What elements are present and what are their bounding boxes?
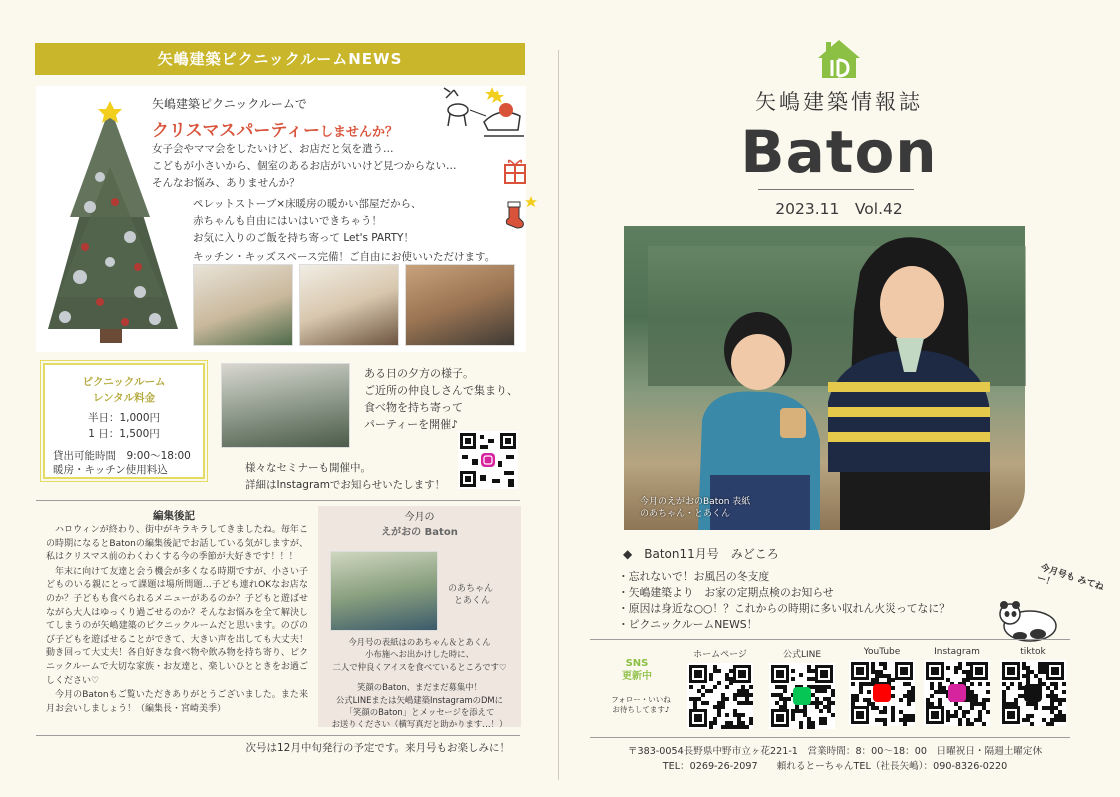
- title-underline: [758, 189, 914, 190]
- section-divider: [590, 737, 1070, 738]
- evening-line: 食べ物を持ち寄って: [364, 401, 463, 414]
- qr-pattern: [687, 663, 753, 729]
- smile-caption-line: 今月号の表紙はのあちゃん＆とあくん: [348, 637, 491, 647]
- highlight-item: ・忘れないで！お風呂の冬支度: [618, 570, 770, 583]
- next-issue-note: 次号は12月中旬発行の予定です。来月号もお楽しみに！: [245, 742, 510, 754]
- instagram-icon: [948, 684, 966, 702]
- rental-hours: [53, 449, 191, 477]
- smile-caption-line: [318, 673, 521, 681]
- house-logo-icon: [816, 38, 862, 80]
- party-headline-tail: しませんか？: [319, 125, 398, 140]
- panda-illustration: [998, 596, 1058, 642]
- youtube-qr-code[interactable]: [849, 660, 915, 726]
- editor-paragraph: 年末に向けて友達と会う機会が多くなる時期ですが、小さい子どものいる親にとって課題は場所問題…子ども連れOKなお店なのか？子どもも食べられるメニューがあるのか？子どもと遊ばせながら大人はゆっくり過ごせるのか？そんなお悩みを全て解決してしまうのが矢嶋建築のピクニックルームだと思います。のびのび子どもを遊ばせることができて、大きい声を出しても大丈夫！動き回って大丈夫！各自好きな食べ物や飲み物を持ち寄り、ピクニックルームで大切な家族・お友達と、楽しいひとときをお過ごしください♡: [46, 566, 308, 686]
- party-body2: [193, 196, 495, 266]
- cover-child-girl: [820, 232, 998, 530]
- party-body2-line: お気に入りのご飯を持ち寄って Let's PARTY！: [193, 232, 414, 244]
- smile-baton-photo: [330, 551, 438, 631]
- smile-caption-line: 笑顔のBaton、まだまだ募集中！: [356, 682, 483, 693]
- cover-caption-line: 今月のえがおのBaton 表紙: [640, 497, 751, 507]
- qr-label: ホームページ: [693, 650, 747, 660]
- qr-tiktok[interactable]: [997, 647, 1069, 726]
- seminar-text: [245, 460, 445, 494]
- highlights-title: ◆ Baton11月号 みどころ: [623, 547, 779, 561]
- room-photo-kids-space: [299, 264, 399, 346]
- rental-hours-line: 貸出可能時間 9:00～18:00: [53, 450, 191, 462]
- editor-note-body: [46, 524, 308, 717]
- evening-line: ある日の夕方の様子。: [364, 367, 474, 380]
- party-body2-line: 赤ちゃんも自由にはいはいできちゃう！: [193, 215, 382, 227]
- highlight-item: ・原因は身近な○○！？これからの時期に多い収れん火災ってなに？: [618, 602, 950, 615]
- smile-name: とあくん: [454, 596, 491, 606]
- instagram-qr-code[interactable]: [458, 431, 518, 489]
- rental-title-line: ピクニックルーム: [82, 376, 166, 388]
- party-headline: [152, 116, 398, 141]
- party-body2-line: キッチン・キッズスペース完備！ご自由にお使いいただけます。: [193, 251, 496, 263]
- room-photo-living: [193, 264, 293, 346]
- party-body-line: こどもが小さいから、個室のあるお店がいいけど見つからない…: [152, 160, 457, 172]
- cover-caption-line: のあちゃん・とあくん: [640, 509, 731, 519]
- line-icon: [793, 687, 811, 705]
- smile-baton-heading: [318, 510, 521, 540]
- smile-heading-line2: えがおの Baton: [381, 527, 458, 538]
- sns-follow-note: [606, 695, 676, 715]
- homepage-qr-code[interactable]: [687, 663, 753, 729]
- gift-box-illustration: [503, 155, 527, 185]
- sns-follow-line: お待ちしてます♪: [612, 705, 670, 714]
- smile-baton-caption: [318, 636, 521, 731]
- company-footer: [600, 744, 1070, 774]
- party-body-line: そんなお悩み、ありませんか？: [152, 177, 300, 189]
- footer-address: 〒383-0054長野県中野市立ヶ花221-1 営業時間：8：00～18：00 日曜祝日・隔週土曜定休: [627, 746, 1043, 757]
- evening-line: パーティーを開催♪: [364, 418, 459, 431]
- qr-label: YouTube: [863, 647, 901, 657]
- star-icon: [490, 90, 504, 104]
- smile-caption-line: 「笑顔のBaton」とメッセージを添えて: [344, 707, 495, 718]
- line-qr-code[interactable]: [769, 663, 835, 729]
- cover-caption: [640, 496, 750, 520]
- footer-phone: TEL：0269-26-2097 頼れるとーちゃんTEL（社長矢嶋）：090-8326-0220: [662, 761, 1008, 772]
- editor-note-title: 編集後記: [153, 510, 195, 522]
- seminar-line: 詳細はInstagramでお知らせいたします！: [245, 479, 446, 491]
- section-divider: [36, 735, 520, 736]
- smile-baton-names: [448, 583, 493, 607]
- instagram-qr-code[interactable]: [924, 660, 990, 726]
- seminar-line: 様々なセミナーも開催中。: [245, 462, 371, 474]
- sns-follow-line: フォロー・いいね: [611, 695, 671, 704]
- smile-caption-line: 二人で仲良くアイスを食べているところです♡: [332, 661, 507, 672]
- party-lead: 矢嶋建築ピクニックルームで: [152, 97, 307, 111]
- smile-name: のあちゃん: [448, 584, 494, 594]
- party-scene-photo: [221, 363, 350, 448]
- smile-caption-line: 公式LINEまたは矢嶋建築InstagramのDMに: [335, 694, 504, 705]
- highlights-list: [618, 569, 950, 633]
- sns-label-line: SNS: [625, 658, 649, 669]
- section-divider: [590, 639, 1070, 640]
- qr-label: tiktok: [1020, 647, 1046, 657]
- magazine-name: Baton: [740, 118, 938, 186]
- sns-label: [600, 657, 674, 683]
- section-divider: [36, 500, 520, 501]
- reindeer-sleigh-illustration: [440, 86, 528, 146]
- rental-price-half: 半日：1,000円: [87, 412, 161, 424]
- issue-date-volume: 2023.11 Vol.42: [775, 200, 903, 218]
- qr-instagram[interactable]: [921, 647, 993, 726]
- smile-caption-line: 小布施へお出かけした時に、: [365, 649, 474, 660]
- qr-homepage[interactable]: [684, 647, 756, 729]
- panda-speech: 今月号も みてねー！: [1035, 563, 1105, 593]
- qr-label: Instagram: [934, 647, 980, 657]
- sns-label-line: 更新中: [622, 671, 652, 682]
- smile-caption-line: お送りください（横写真だと助かります…！）: [331, 719, 508, 730]
- tiktok-qr-code[interactable]: [1000, 660, 1066, 726]
- rental-note: 暖房・キッチン使用料込: [53, 464, 168, 476]
- highlight-item: ・矢嶋建築より お家の定期点検のお知らせ: [618, 586, 834, 599]
- party-body-line: 女子会やママ会をしたいけど、お店だと気を遣う…: [152, 143, 394, 155]
- tiktok-icon: [1024, 684, 1042, 702]
- editor-paragraph: 今月のBatonもご覧いただきありがとうございました。また来月お会いしましょう！（編集長・宮崎美季）: [46, 690, 308, 714]
- editor-paragraph: ハロウィンが終わり、街中がキラキラしてきましたね。毎年この時期になるとBatonの編集後記でお話している気がしますが、私はクリスマス前のわくわくする今の季節が大好きです！！！: [46, 525, 308, 563]
- room-photo-kitchen: [405, 264, 515, 346]
- party-body2-line: ペレットストーブ×床暖房の暖かい部屋だから、: [193, 198, 422, 210]
- qr-line[interactable]: [766, 647, 838, 729]
- evening-text: [364, 365, 518, 433]
- evening-line: ご近所の仲良しさんで集まり、: [364, 384, 518, 397]
- qr-label: 公式LINE: [782, 650, 822, 660]
- rental-price-full: 1 日：1,500円: [88, 428, 160, 440]
- highlight-item: ・ピクニックルームNEWS！: [618, 618, 758, 631]
- youtube-icon: [873, 684, 891, 702]
- stocking-illustration: [503, 200, 525, 230]
- magazine-title: 矢嶋建築情報誌: [755, 90, 923, 114]
- rental-title: [43, 374, 205, 406]
- rental-prices: [43, 410, 205, 442]
- news-banner: 矢嶋建築ピクニックルームNEWS: [35, 43, 525, 75]
- page-divider: [558, 50, 559, 780]
- qr-youtube[interactable]: [846, 647, 918, 726]
- rental-title-line: レンタル料金: [92, 392, 156, 404]
- party-headline-main: クリスマスパーティー: [152, 121, 320, 141]
- star-icon: [525, 196, 537, 208]
- smile-heading-line1: 今月の: [404, 512, 435, 523]
- party-body: [152, 141, 457, 192]
